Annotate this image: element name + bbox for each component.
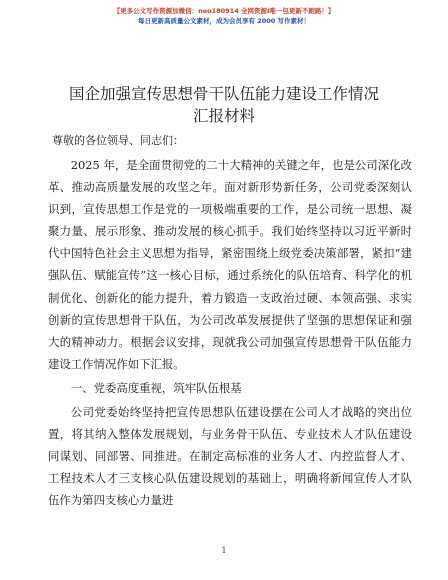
document-title-line1: 国企加强宣传思想骨干队伍能力建设工作情况: [68, 85, 379, 103]
page-number: 1: [221, 546, 227, 555]
body-paragraph-1: 2025 年，是全面贯彻党的二十大精神的关键之年，也是公司深化改革、推动高质量发展的攻坚之年。面对新形势新任务，公司党委深刻认识到，宣传思想工作是党的一项极端重要的工作，是公司统一思想、凝聚力量、展示形象、推动发展的核心抓手。我们始终坚持以习近平新时代中国特色社会主义思想为指导，紧密围绕上级党委决策部署，紧扣“建强队伍、赋能宣传”这一核心目标，通过系统化的队伍培育、科学化的机制优化、创新化的能力提升，着力锻造一支政治过硬、本领高强、求实创新的宣传思想骨干队伍，为公司改革发展提供了坚强的思想保证和强大的精神动力。根据会议安排，现就我公司加强宣传思想骨干队伍能力建设工作情况作如下汇报。: [48, 158, 412, 371]
promo-banner-line1: 【更多公文写作资源加微信：neo180914 全网资源I唯一包更新不跑路！】: [113, 7, 335, 15]
document-title: [40, 83, 408, 127]
salutation: 尊敬的各位领导、同志们：: [52, 134, 184, 147]
promo-banner-line2: 每日更新高质量公文素材，成为会员享有 2000 写作素材！: [137, 17, 311, 25]
body-paragraph-2: 公司党委始终坚持把宣传思想队伍建设摆在公司人才战略的突出位置，将其纳入整体发展规划，与业务骨干队伍、专业技术人才队伍建设同谋划、同部署、同推进。在制定高标准的业务人才、内控监督人才、工程技术人才三支核心队伍建设规划的基础上，明确将新闻宣传人才队伍作为第四支核心力量进: [48, 405, 412, 508]
section-heading-1: 一、党委高度重视，筑牢队伍根基: [70, 380, 242, 395]
document-body: [48, 154, 412, 512]
document-title-line2: 汇报材料: [192, 107, 255, 125]
promo-banner: [0, 6, 448, 26]
